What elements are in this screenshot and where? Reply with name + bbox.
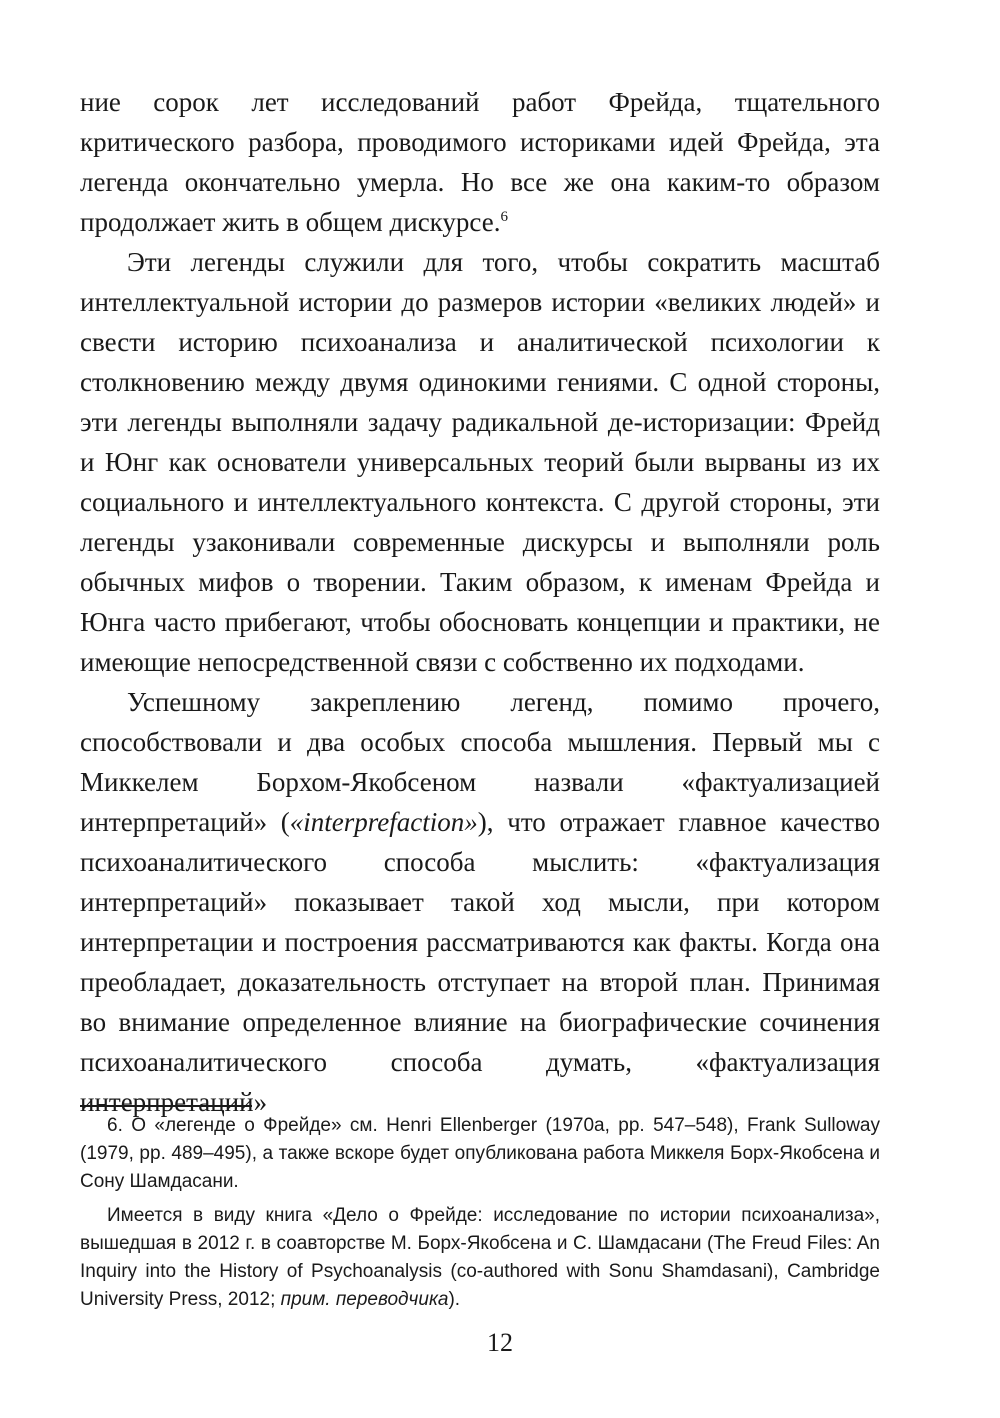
paragraph-text: ние сорок лет исследований работ Фрейда, тщательного критического разбора, проводимого историками идей Фрейда, эта легенда окончательно умерла. Но все же она каким-то образом продолжает жить в общем дискурсе. xyxy=(80,87,880,237)
translator-note xyxy=(80,1202,880,1314)
paragraph-continuation xyxy=(80,82,880,242)
italic-term: «interprefaction» xyxy=(289,807,478,837)
paragraph-text: Успешному закреплению легенд, помимо прочего, способствовали и два особых способа мышления. Первый мы с Миккелем Борхом-Якобсеном назвали «фактуализацией интерпретаций» ( xyxy=(80,687,880,837)
paragraph-text: ), что отражает главное качество психоаналитического способа мыслить: «фактуализация интерпретаций» показывает такой ход мысли, при котором интерпретации и построения рассматриваются как факты. Когда она преобладает, доказательность отступает на второй план. Принимая во внимание определенное влияние на биографические сочинения психоаналитического способа думать, «фактуализация интерпретаций» xyxy=(80,807,880,1117)
footnote-text: Имеется в виду книга «Дело о Фрейде: исследование по истории психоанализа», вышедшая в 2012 г. в соавторстве М. Борх-Якобсена и С. Шамдасани (The Freud Files: An Inquiry into the History of Psychoanalysis (co-authored with Sonu Shamdasani), Cambridge University Press, 2012; xyxy=(80,1205,880,1310)
footnotes xyxy=(80,1112,880,1314)
footnote-text: ). xyxy=(448,1289,461,1310)
paragraph-interprefaction xyxy=(80,682,880,1122)
translator-note-label: прим. переводчика xyxy=(280,1289,449,1310)
paragraph-legends: Эти легенды служили для того, чтобы сократить масштаб интеллектуальной истории до размеров истории «великих людей» и свести историю психоанализа и аналитической психологии к столкновению между двумя одинокими гениями. С одной стороны, эти легенды выполняли задачу радикальной де-историзации: Фрейд и Юнг как основатели универсальных теорий были вырваны из их социального и интеллектуального контекста. С другой стороны, эти легенды узаконивали современные дискурсы и выполняли роль обычных мифов о творении. Таким образом, к именам Фрейда и Юнга часто прибегают, чтобы обосновать концепции и практики, не имеющие непосредственной связи с собственно их подходами. xyxy=(80,247,880,677)
footnote-6: 6. О «легенде о Фрейде» см. Henri Ellenberger (1970a, pp. 547–548), Frank Sulloway (1979, pp. 489–495), а также вскоре будет опубликована работа Миккеля Борх-Якобсена и Сону Шамдасани. xyxy=(80,1115,880,1192)
footnote-divider xyxy=(80,1105,252,1107)
footnote-reference[interactable]: 6 xyxy=(500,209,508,225)
page-number: 12 xyxy=(487,1328,513,1357)
main-text-column xyxy=(80,82,880,1122)
